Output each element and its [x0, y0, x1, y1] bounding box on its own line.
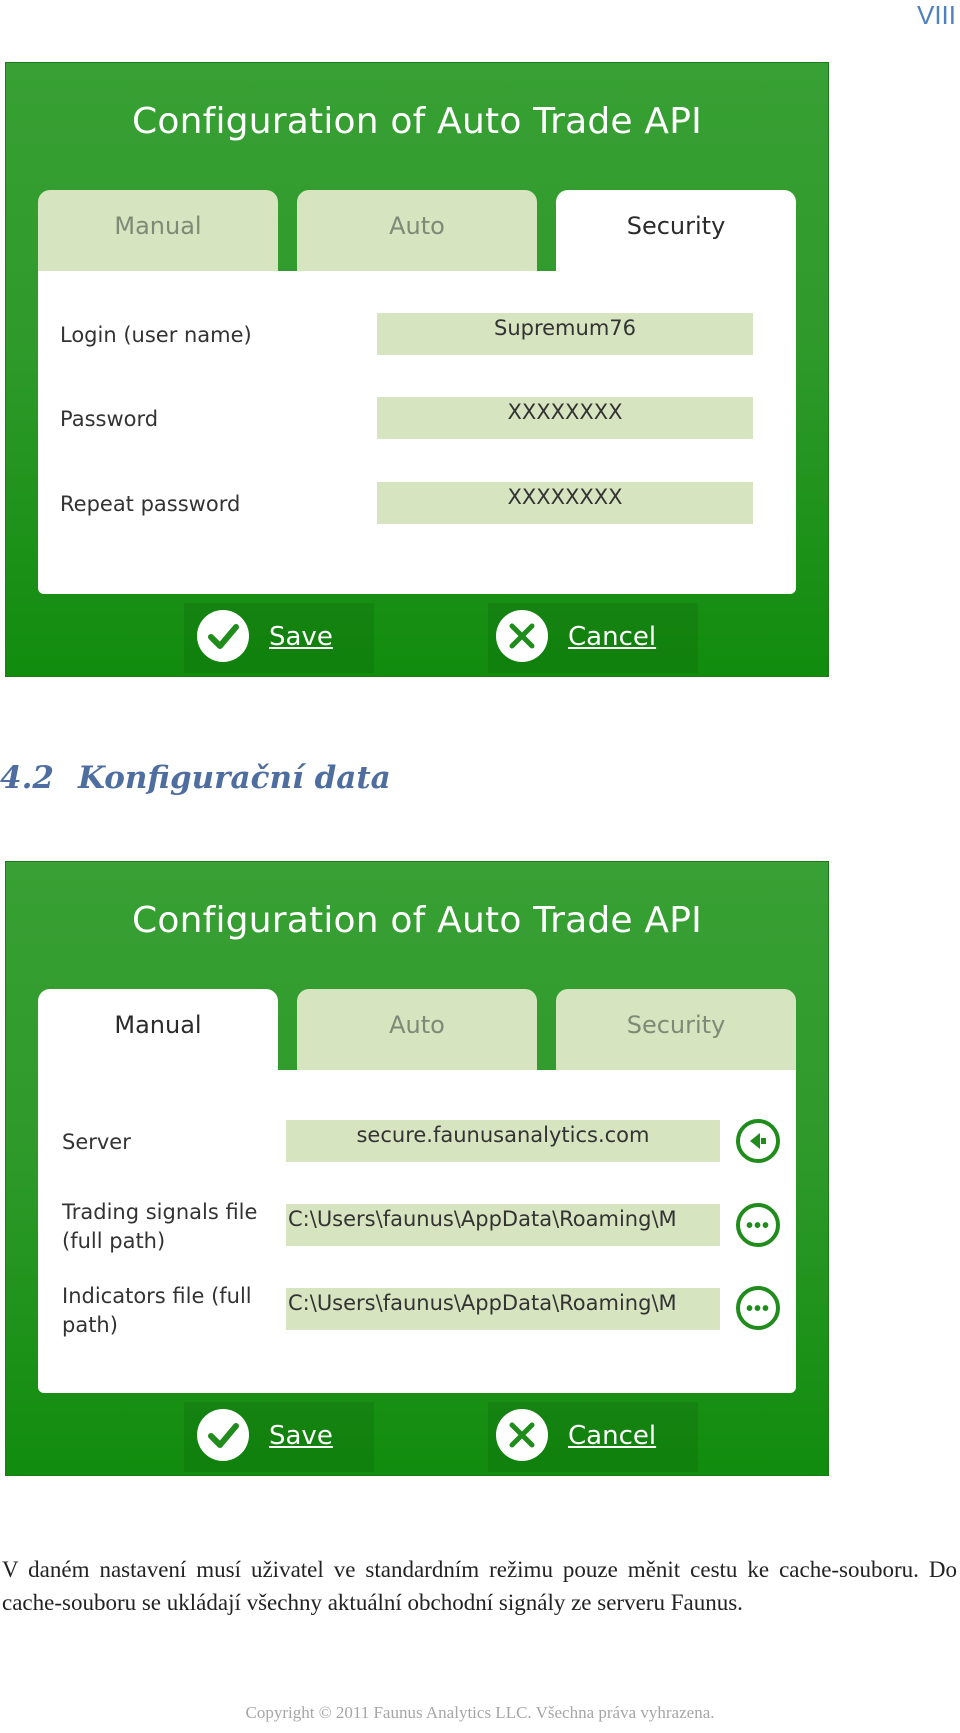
check-icon: [197, 1409, 249, 1461]
trading-signals-input[interactable]: C:\Users\faunus\AppData\Roaming\M: [286, 1204, 720, 1246]
save-button[interactable]: [197, 600, 357, 670]
browse-indicators-button[interactable]: [736, 1286, 780, 1330]
tab-auto[interactable]: Auto: [297, 989, 537, 1071]
repeat-password-input[interactable]: XXXXXXXX: [377, 482, 753, 524]
manual-panel: [38, 1070, 796, 1393]
page-number: VIII: [916, 0, 956, 30]
section-title: Konfigurační data: [77, 760, 391, 796]
save-label: Save: [269, 622, 333, 652]
check-icon: [197, 610, 249, 662]
password-input[interactable]: XXXXXXXX: [377, 397, 753, 439]
tab-security[interactable]: Security: [556, 989, 796, 1071]
body-paragraph: V daném nastavení musí uživatel ve standardním režimu pouze měnit cestu ke cache-souboru. Do cache-souboru se ukládají všechny aktuální obchodní signály ze serveru Faunus.: [2, 1557, 957, 1615]
browse-icon: •••: [745, 1298, 770, 1320]
repeat-password-label: Repeat password: [60, 492, 241, 516]
cancel-button[interactable]: [496, 1399, 696, 1469]
config-dialog-manual: [5, 861, 829, 1476]
cancel-label: Cancel: [568, 622, 657, 652]
login-label: Login (user name): [60, 323, 252, 347]
config-dialog-security: [5, 62, 829, 677]
tab-manual[interactable]: Manual: [38, 989, 278, 1075]
cancel-label: Cancel: [568, 1421, 657, 1451]
indicators-label: Indicators file (full path): [62, 1284, 252, 1337]
tab-security[interactable]: Security: [556, 190, 796, 276]
save-button[interactable]: [197, 1399, 357, 1469]
connect-button[interactable]: [736, 1119, 780, 1163]
copyright-footer: Copyright © 2011 Faunus Analytics LLC. Všechna práva vyhrazena.: [245, 1703, 715, 1722]
server-input[interactable]: secure.faunusanalytics.com: [286, 1120, 720, 1162]
close-icon: [496, 1409, 548, 1461]
dialog-title: Configuration of Auto Trade API: [132, 101, 702, 142]
section-number: 4.2: [0, 760, 54, 796]
save-label: Save: [269, 1421, 333, 1451]
cancel-button[interactable]: [496, 600, 696, 670]
indicators-input[interactable]: C:\Users\faunus\AppData\Roaming\M: [286, 1288, 720, 1330]
browse-trading-signals-button[interactable]: [736, 1203, 780, 1247]
security-panel: [38, 271, 796, 594]
trading-signals-label: Trading signals file (full path): [62, 1200, 258, 1253]
tab-auto[interactable]: Auto: [297, 190, 537, 272]
login-input[interactable]: Supremum76: [377, 313, 753, 355]
close-icon: [496, 610, 548, 662]
tab-manual[interactable]: Manual: [38, 190, 278, 272]
password-label: Password: [60, 407, 159, 431]
server-label: Server: [62, 1130, 131, 1154]
browse-icon: •••: [745, 1215, 770, 1237]
connect-icon: [746, 1129, 770, 1153]
section-heading: [0, 760, 391, 796]
dialog-title: Configuration of Auto Trade API: [132, 900, 702, 941]
